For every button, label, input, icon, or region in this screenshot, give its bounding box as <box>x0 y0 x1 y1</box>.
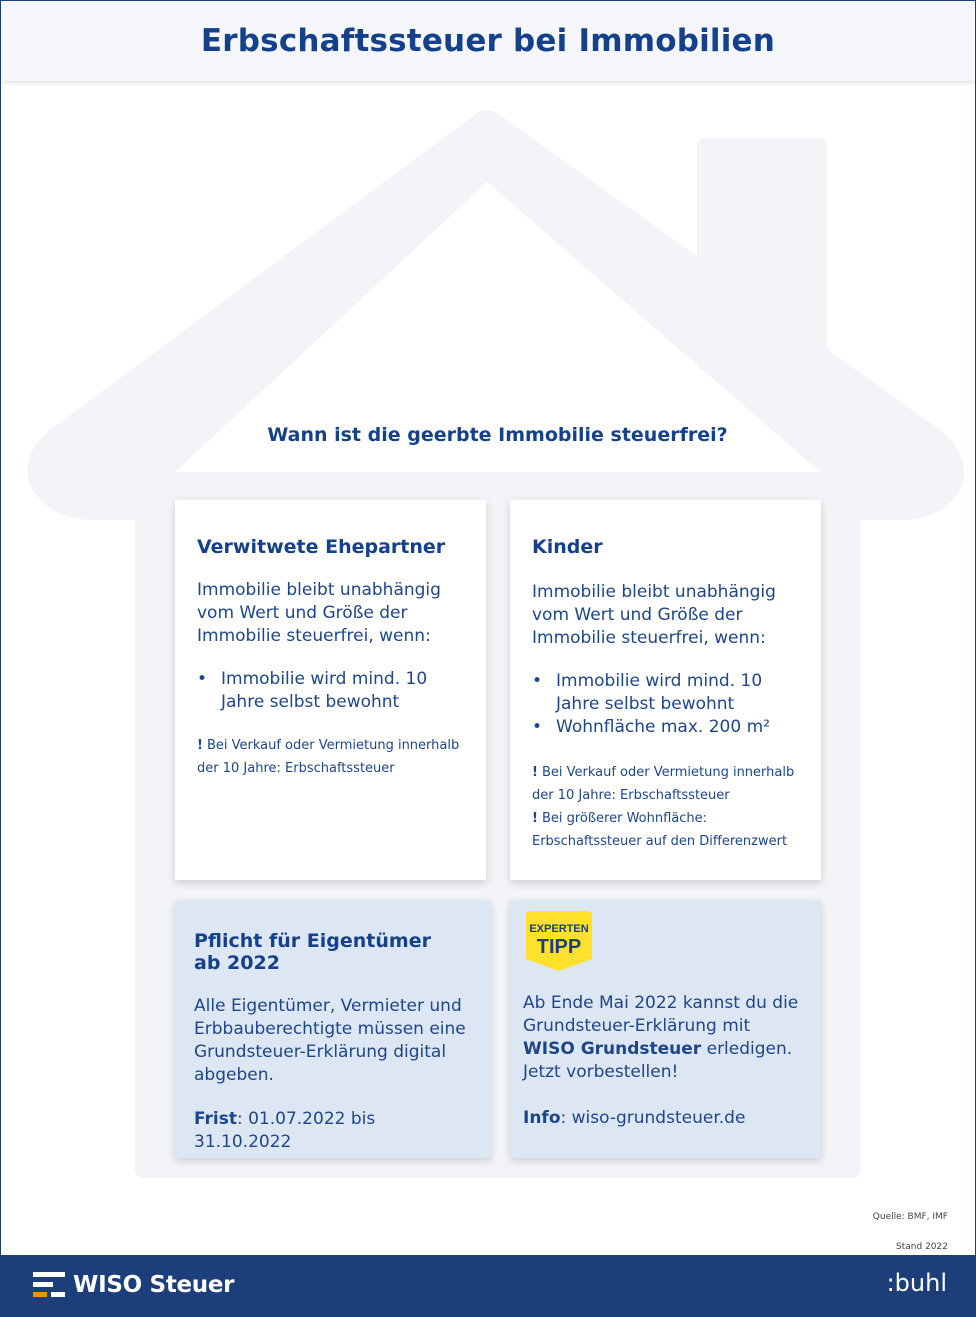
note: ! Bei Verkauf oder Vermietung innerhalb der 10 Jahre: Erbschaftssteuer <box>197 738 460 776</box>
buhl-logo: :buhl <box>886 1269 947 1297</box>
note: ! Bei größerer Wohnfläche: Erbschaftssteuer auf den Differenzwert <box>532 811 788 849</box>
card-text: Immobilie bleibt unabhängig vom Wert und Größe der Immobilie steuerfrei, wenn: <box>532 582 776 648</box>
wiso-logo-icon <box>33 1272 65 1298</box>
bullet-list <box>532 670 803 739</box>
list-item: • Immobilie wird mind. 10 Jahre selbst bewohnt <box>532 670 803 716</box>
logo-text: WISO Steuer <box>73 1272 235 1298</box>
card-owner-duty <box>175 900 491 1158</box>
badge-text-line1: EXPERTEN <box>529 923 589 935</box>
card-text: Immobilie bleibt unabhängig vom Wert und Größe der Immobilie steuerfrei, wenn: <box>197 580 441 646</box>
card-title: Kinder <box>532 536 603 558</box>
note: ! Bei Verkauf oder Vermietung innerhalb der 10 Jahre: Erbschaftssteuer <box>532 765 795 803</box>
card-expert-tip <box>510 900 821 1158</box>
badge-text-line2: TIPP <box>536 936 582 958</box>
card-widowed-spouse <box>175 500 486 880</box>
deadline: Frist: 01.07.2022 bis 31.10.2022 <box>194 1109 376 1152</box>
page-title: Erbschaftssteuer bei Immobilien <box>200 23 776 59</box>
info-line: Info: wiso-grundsteuer.de <box>523 1108 746 1128</box>
wiso-logo <box>33 1272 234 1298</box>
card-title: Verwitwete Ehepartner <box>197 536 446 558</box>
card-children <box>510 500 821 880</box>
source-note: Quelle: BMF, IMF <box>872 1212 948 1222</box>
footer <box>1 1255 975 1316</box>
question-heading: Wann ist die geerbte Immobilie steuerfrei? <box>267 424 728 446</box>
stand-note: Stand 2022 <box>896 1242 948 1252</box>
notes <box>532 761 803 853</box>
list-item: • Immobilie wird mind. 10 Jahre selbst bewohnt <box>197 668 466 714</box>
notes <box>197 734 466 780</box>
warning-icon: ! <box>532 765 538 780</box>
bullet-list <box>197 668 466 714</box>
card-text: Alle Eigentümer, Vermieter und Erbbauberechtigte müssen eine Grundsteuer-Erklärung digital abgeben. <box>194 996 466 1085</box>
card-title: Pflicht für Eigentümer ab 2022 <box>194 930 431 974</box>
list-item: • Wohnfläche max. 200 m² <box>532 716 803 739</box>
card-text: Ab Ende Mai 2022 kannst du die Grundsteuer-Erklärung mit WISO Grundsteuer erledigen. Jetzt vorbestellen! <box>523 993 799 1082</box>
warning-icon: ! <box>197 738 203 753</box>
expert-tip-badge-icon <box>526 911 592 971</box>
warning-icon: ! <box>532 811 538 826</box>
